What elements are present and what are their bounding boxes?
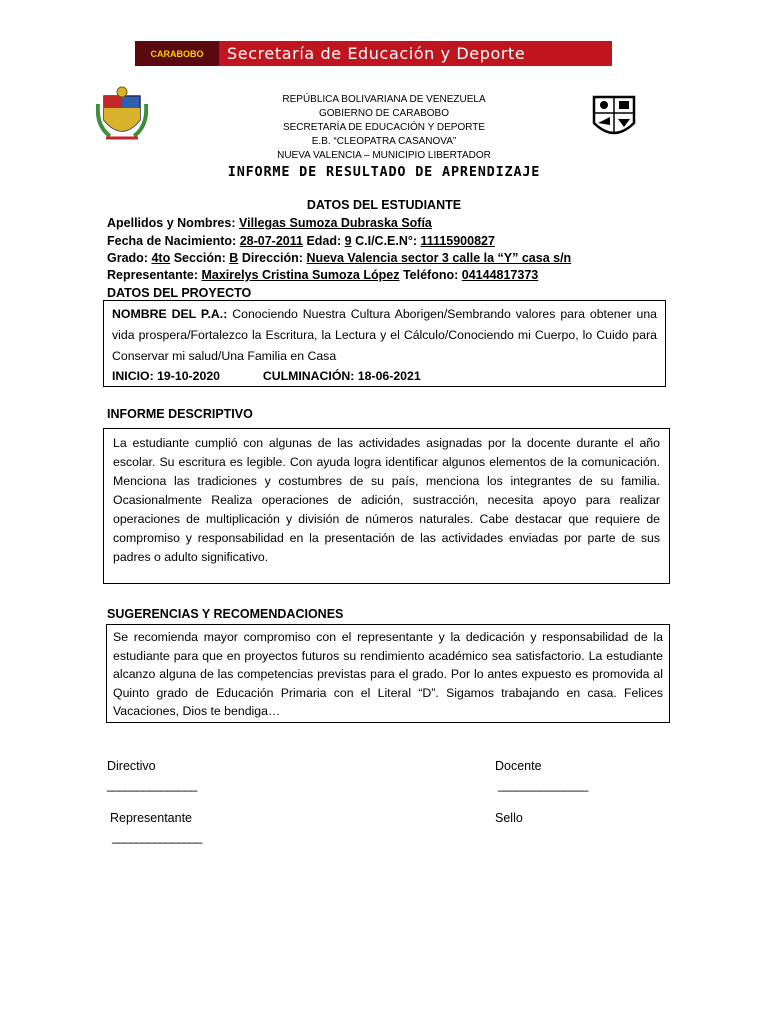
name-value: Villegas Sumoza Dubraska Sofía	[238, 216, 432, 230]
project-name-value: Conociendo Nuestra Cultura Aborigen/Sembrando valores para obtener una vida prospera/Fortalezco la Escritura, la Lectura y el Cálculo/Conociendo mi Cuerpo, lo Cuido para Conservar mi salud/Una Familia en Casa	[112, 307, 657, 363]
grade-label: Grado:	[107, 251, 148, 265]
section-value: B	[229, 251, 239, 265]
representative-line	[107, 268, 538, 282]
descriptive-box	[103, 428, 670, 584]
end-label: CULMINACIÓN:	[262, 369, 355, 383]
dob-value: 28-07-2011	[239, 234, 303, 248]
address-label: Dirección:	[241, 251, 303, 265]
header-line-municipality: NUEVA VALENCIA – MUNICIPIO LIBERTADOR	[277, 150, 491, 161]
recommendations-text: Se recomienda mayor compromiso con el representante y la dedicación y responsabilidad de la estudiante para que en proyectos futuros su rendimiento académico sea satisfactorio. La estudiante alcanzo alguna de las competencias previstas para el grado. Por lo antes expuesto es promovida al Quinto grado de Educación Primaria con el Literal “D”. Sigamos trabajando en casa. Felices Vacaciones, Dios te bendiga…	[113, 630, 663, 718]
dob-label: Fecha de Nacimiento:	[107, 234, 237, 248]
recommendations-section-title: SUGERENCIAS Y RECOMENDACIONES	[107, 607, 344, 621]
recommendations-box	[106, 624, 670, 723]
signature-sello-label: Sello	[495, 811, 523, 825]
age-value: 9	[344, 234, 352, 248]
banner-title: Secretaría de Educación y Deporte	[227, 44, 526, 63]
signature-representante-label: Representante	[110, 811, 193, 825]
signature-docente-label: Docente	[495, 759, 542, 773]
project-box	[103, 300, 666, 387]
descriptive-text: La estudiante cumplió con algunas de las actividades asignadas por la docente durante el año escolar. Su escritura es legible. Con ayuda logra identificar algunos elementos de la comunicación. Menciona las tradiciones y costumbres de su país, menciona los integrantes de su familia. Ocasionalmente Realiza operaciones de adición, sustracción, necesita apoyo para realizar operaciones de multiplicación y división de números naturales. Cabe destacar que requiere de compromiso y responsabilidad en la presentación de las actividades enviadas por parte de sus padres o adulto significativo.	[113, 436, 660, 564]
phone-value: 04144817373	[461, 268, 539, 282]
name-label: Apellidos y Nombres:	[107, 216, 236, 230]
id-value: 11115900827	[420, 234, 495, 248]
header-line-school: E.B. “CLEOPATRA CASANOVA”	[311, 136, 457, 147]
carabobo-logo: CARABOBO	[135, 41, 219, 66]
signature-docente-line: _______________	[498, 778, 588, 792]
descriptive-section-title: INFORME DESCRIPTIVO	[107, 407, 253, 421]
id-label: C.I/C.E.N°:	[355, 234, 418, 248]
header-line-government: GOBIERNO DE CARABOBO	[318, 108, 450, 119]
student-grade-line	[107, 251, 571, 265]
document-title: INFORME DE RESULTADO DE APRENDIZAJE	[227, 164, 541, 180]
student-name-line	[107, 216, 432, 230]
header-line-republic: REPÚBLICA BOLIVARIANA DE VENEZUELA	[282, 94, 486, 105]
start-label: INICIO:	[112, 369, 154, 383]
signature-directivo-label: Directivo	[107, 759, 156, 773]
address-value: Nueva Valencia sector 3 calle la “Y” casa s/n	[306, 251, 572, 265]
rep-value: Maxirelys Cristina Sumoza López	[201, 268, 400, 282]
age-label: Edad:	[306, 234, 342, 248]
header-banner	[135, 41, 612, 66]
signature-representante-line: _______________	[112, 830, 202, 844]
project-section-title: DATOS DEL PROYECTO	[107, 286, 252, 300]
signature-directivo-line: _______________	[107, 778, 197, 792]
end-value: 18-06-2021	[357, 369, 421, 383]
start-value: 19-10-2020	[157, 369, 220, 383]
header-line-secretariat: SECRETARÍA DE EDUCACIÓN Y DEPORTE	[282, 122, 486, 133]
project-dates	[112, 367, 657, 386]
project-name-label: NOMBRE DEL P.A.:	[112, 307, 228, 321]
phone-label: Teléfono:	[402, 268, 459, 282]
section-label: Sección:	[173, 251, 226, 265]
grade-value: 4to	[151, 251, 171, 265]
student-dob-line	[107, 234, 495, 248]
student-section-title: DATOS DEL ESTUDIANTE	[306, 198, 462, 212]
rep-label: Representante:	[107, 268, 198, 282]
